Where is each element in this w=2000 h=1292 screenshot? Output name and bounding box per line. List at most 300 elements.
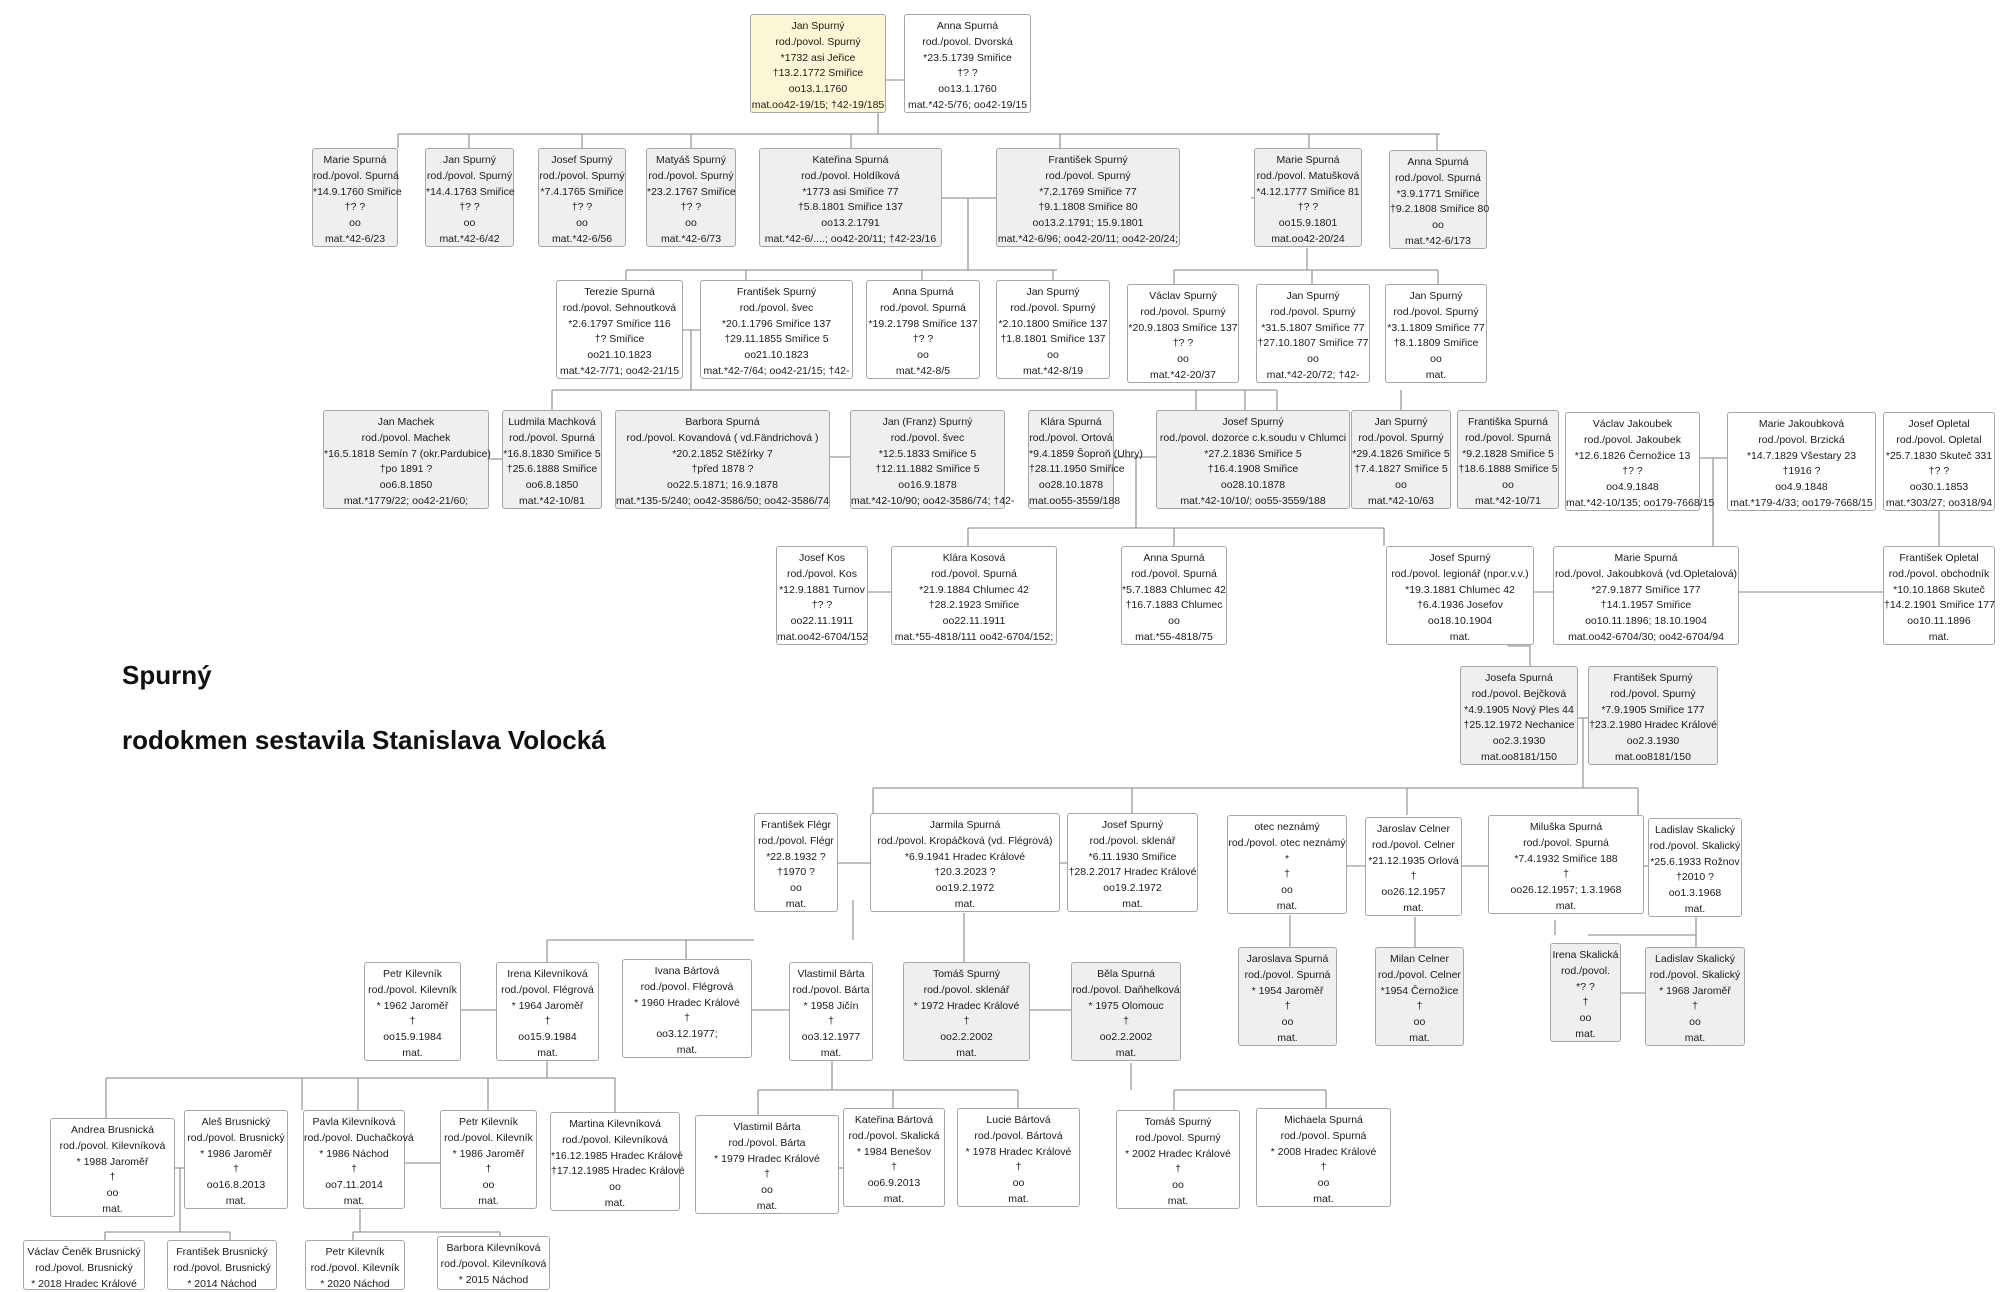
person-detail: oo — [482, 1179, 495, 1192]
person-detail: rod./povol. Celner — [1372, 838, 1455, 851]
person-detail: † — [544, 1015, 551, 1028]
person-detail: mat.*42-7/64; oo42-21/15; †42- — [703, 364, 850, 377]
person-detail: †16.7.1883 Chlumec — [1125, 599, 1223, 612]
person-detail: mat.*42-8/5 — [895, 364, 951, 377]
person-detail: †25.6.1888 Smiřice — [506, 463, 598, 476]
person-detail: †? ? — [1622, 465, 1643, 478]
person-detail: rod./povol. — [1560, 964, 1611, 977]
person-detail: mat. — [1555, 899, 1577, 912]
person-card[interactable] — [996, 280, 1110, 379]
person-card[interactable] — [1227, 815, 1347, 914]
person-detail: mat.oo42-6704/30; oo42-6704/94 — [1568, 630, 1724, 643]
person-card[interactable] — [1645, 947, 1745, 1046]
person-card[interactable] — [695, 1115, 839, 1214]
person-detail: oo10.11.1896 — [1907, 615, 1971, 628]
person-detail: rod./povol. otec neznámý — [1228, 836, 1346, 849]
person-detail: mat. — [883, 1192, 905, 1205]
person-card[interactable] — [1375, 947, 1464, 1046]
person-detail: † — [109, 1171, 116, 1184]
person-detail: * — [1284, 852, 1290, 865]
person-name: Petr Kilevník — [383, 968, 442, 980]
person-detail: oo30.1.1853 — [1909, 481, 1969, 494]
person-name: František Spurný — [1613, 672, 1693, 684]
person-detail: oo3.12.1977 — [801, 1031, 861, 1044]
person-detail: oo — [1413, 1016, 1426, 1029]
person-detail: †? ? — [1172, 337, 1194, 350]
person-detail: †28.2.2017 Hradec Králové — [1068, 866, 1197, 879]
person-detail: rod./povol. Sehnoutková — [562, 301, 677, 314]
person-detail: oo28.10.1878 — [1038, 479, 1104, 492]
person-card[interactable] — [750, 14, 886, 113]
person-card[interactable] — [1028, 410, 1143, 509]
person-detail: mat.*42-5/76; oo42-19/15 — [907, 98, 1028, 111]
person-detail: oo — [1689, 1016, 1701, 1029]
person-name: Ludmila Machková — [508, 416, 596, 428]
person-card[interactable] — [1116, 1110, 1240, 1209]
person-detail: rod./povol. Matušková — [1256, 169, 1360, 182]
person-detail: * 1988 Jaroměř — [76, 1155, 149, 1168]
person-detail: mat. — [1277, 1031, 1298, 1044]
person-card[interactable] — [1238, 947, 1337, 1046]
person-detail: *27.9.1877 Smiřice 177 — [1591, 583, 1701, 596]
person-detail: †12.11.1882 Smiřice 5 — [875, 463, 980, 476]
person-detail: rod./povol. Kilevník — [444, 1131, 533, 1144]
person-card[interactable] — [303, 1110, 414, 1209]
person-detail: rod./povol. Brusnický — [35, 1261, 133, 1274]
person-card[interactable] — [1121, 546, 1227, 645]
person-name: Barbora Spurná — [685, 416, 760, 428]
person-detail: mat. — [1449, 630, 1471, 643]
person-card[interactable] — [437, 1236, 550, 1290]
person-detail: rod./povol. Bárta — [792, 983, 870, 996]
person-detail: oo21.10.1823 — [744, 349, 809, 362]
person-detail: † — [409, 1015, 416, 1028]
person-detail: mat.*42-10/71 — [1475, 494, 1541, 507]
person-detail: oo2.3.1930 — [1626, 735, 1680, 748]
person-card[interactable] — [776, 546, 868, 645]
person-detail: †? ? — [1297, 201, 1319, 214]
person-card[interactable] — [700, 280, 853, 379]
person-detail: mat.*42-10/90; oo42-3586/74; †42- — [851, 494, 1015, 507]
person-detail: *7.2.1769 Smiřice 77 — [1039, 185, 1137, 198]
person-detail: *14.7.1829 Všestary 23 — [1746, 449, 1857, 462]
person-detail: *2.6.1797 Smiřice 116 — [568, 317, 671, 330]
person-detail: †18.6.1888 Smiřice 5 — [1458, 463, 1558, 476]
person-name: Terezie Spurná — [584, 286, 655, 298]
person-detail: mat. — [1928, 630, 1950, 643]
person-card[interactable] — [1254, 148, 1362, 247]
person-name: František Flégr — [760, 819, 832, 831]
person-detail: † — [1284, 1000, 1291, 1013]
person-detail: * 1986 Jaroměř — [452, 1147, 525, 1160]
person-card[interactable] — [23, 1240, 145, 1290]
person-card[interactable] — [904, 14, 1031, 113]
person-name: Jaroslav Celner — [1377, 823, 1450, 835]
person-name: Josef Spurný — [1429, 552, 1491, 564]
person-card[interactable] — [323, 410, 489, 509]
person-detail: *12.5.1833 Smiřice 5 — [878, 447, 977, 460]
person-card[interactable] — [759, 148, 942, 247]
person-detail: rod./povol. Spurný — [1358, 431, 1444, 444]
person-detail: mat.*42-10/63 — [1368, 494, 1434, 507]
person-detail: mat. — [478, 1194, 499, 1207]
person-card[interactable] — [1156, 410, 1350, 509]
person-detail: mat. — [1167, 1194, 1189, 1207]
person-detail: mat. — [820, 1046, 842, 1059]
person-detail: oo6.9.2013 — [867, 1177, 921, 1190]
person-name: otec neznámý — [1254, 821, 1320, 833]
person-detail: * 1964 Jaroměř — [511, 999, 584, 1012]
person-card[interactable] — [1067, 813, 1198, 912]
person-detail: rod./povol. Spurný — [1135, 1131, 1221, 1144]
person-detail: mat.*42-6/73 — [660, 232, 722, 245]
person-detail: mat. — [343, 1194, 365, 1207]
person-card[interactable] — [1883, 412, 1995, 511]
person-detail: †? ? — [912, 333, 934, 346]
person-detail: rod./povol. Kilevníková — [59, 1139, 166, 1152]
person-detail: †28.2.1923 Smiřice — [928, 599, 1020, 612]
person-card[interactable] — [496, 962, 599, 1061]
person-card[interactable] — [1648, 818, 1742, 917]
person-card[interactable] — [866, 280, 980, 379]
person-detail: *25.6.1933 Rožnov — [1650, 855, 1740, 868]
person-card[interactable] — [850, 410, 1015, 509]
person-detail: † — [1692, 1000, 1698, 1013]
person-detail: oo2.2.2002 — [940, 1031, 993, 1044]
person-card[interactable] — [556, 280, 683, 379]
person-detail: †? ? — [811, 599, 833, 612]
person-detail: * 2020 Náchod — [320, 1277, 390, 1290]
person-detail: rod./povol. Spurný — [1045, 169, 1131, 182]
person-name: Josef Spurný — [1222, 416, 1284, 428]
person-detail: mat. — [102, 1202, 123, 1215]
person-detail: oo — [1172, 1179, 1184, 1192]
person-name: Jan (Franz) Spurný — [882, 416, 973, 428]
person-card[interactable] — [1883, 546, 1995, 645]
person-name: Tomáš Spurný — [932, 968, 1001, 980]
person-name: Klára Kosová — [942, 552, 1006, 564]
person-name: František Brusnický — [176, 1246, 268, 1258]
person-card[interactable] — [305, 1240, 405, 1290]
person-card[interactable] — [1588, 666, 1718, 765]
person-detail: *20.2.1852 Stěžírky 7 — [672, 447, 773, 460]
person-card[interactable] — [996, 148, 1180, 247]
person-detail: * 1978 Hradec Králové — [965, 1145, 1072, 1158]
person-detail: *1954 Černožice — [1380, 984, 1459, 997]
person-name: Běla Spurná — [1097, 968, 1155, 980]
person-detail: rod./povol. Daňhelková — [1072, 983, 1180, 996]
person-card[interactable] — [1256, 284, 1370, 383]
person-detail: oo4.9.1848 — [1775, 481, 1828, 494]
person-detail: * 1986 Náchod — [319, 1147, 389, 1160]
person-detail: *7.9.1905 Smiřice 177 — [1601, 703, 1705, 716]
person-detail: * 1975 Olomouc — [1088, 999, 1164, 1012]
person-detail: rod./povol. Celner — [1378, 968, 1461, 981]
person-card[interactable] — [754, 813, 838, 912]
person-card[interactable] — [615, 410, 830, 509]
person-detail: * 1962 Jaroměř — [376, 999, 449, 1012]
person-detail: *9.4.1859 Šoproň (Uhry) — [1029, 447, 1143, 460]
person-detail: *21.12.1935 Orlová — [1368, 854, 1459, 867]
person-name: Jan Machek — [377, 416, 435, 428]
person-detail: *3.1.1809 Smiřice 77 — [1387, 321, 1485, 334]
person-card[interactable] — [1385, 284, 1487, 383]
person-detail: *12.9.1881 Turnov — [779, 583, 865, 596]
person-name: Marie Spurná — [1614, 552, 1678, 564]
person-detail: rod./povol. Spurná — [1465, 431, 1551, 444]
person-detail: † — [1175, 1163, 1181, 1176]
person-detail: oo22.5.1871; 16.9.1878 — [667, 479, 778, 492]
person-detail: mat. — [1313, 1192, 1334, 1205]
person-detail: rod./povol. Kilevníková — [562, 1133, 668, 1146]
person-detail: mat.oo55-3559/188 — [1029, 494, 1121, 507]
person-detail: † — [233, 1163, 239, 1176]
person-detail: *20.9.1803 Smiřice 137 — [1128, 321, 1238, 334]
person-detail: * 1954 Jaroměř — [1251, 984, 1324, 997]
person-detail: * 1968 Jaroměř — [1659, 984, 1731, 997]
person-detail: mat.*42-10/135; oo179-7668/15 — [1566, 496, 1715, 509]
person-card[interactable] — [1457, 410, 1559, 509]
person-card[interactable] — [502, 410, 602, 509]
person-card[interactable] — [1553, 546, 1739, 645]
person-detail: oo — [790, 882, 802, 895]
person-detail: rod./povol. Spurný — [1610, 687, 1696, 700]
person-detail: rod./povol. Spurná — [1131, 567, 1217, 580]
person-detail: oo — [349, 217, 361, 230]
person-detail: rod./povol. Brusnický — [173, 1261, 271, 1274]
person-detail: rod./povol. Spurný — [1393, 305, 1479, 318]
person-detail: †1.8.1801 Smiřice 137 — [1000, 333, 1106, 346]
person-name: Jan Spurný — [442, 154, 497, 166]
person-card[interactable] — [184, 1110, 288, 1209]
person-detail: † — [1582, 996, 1589, 1009]
person-detail: *21.9.1884 Chlumec 42 — [919, 583, 1029, 596]
person-name: Josef Opletal — [1908, 418, 1970, 430]
person-card[interactable] — [312, 148, 402, 247]
person-detail: oo26.12.1957; 1.3.1968 — [1510, 884, 1622, 897]
person-detail: * 1984 Benešov — [856, 1145, 932, 1158]
person-card[interactable] — [440, 1110, 537, 1209]
person-detail: * 1960 Hradec Králové — [634, 996, 740, 1009]
person-card[interactable] — [425, 148, 514, 247]
person-detail: mat.*55-4818/75 — [1135, 630, 1213, 643]
person-name: Tomáš Spurný — [1144, 1116, 1212, 1128]
person-detail: rod./povol. dozorce c.k.soudu v Chlumci — [1159, 431, 1347, 444]
person-detail: † — [1123, 1015, 1129, 1028]
person-detail: †28.11.1950 Smiřice — [1029, 463, 1125, 476]
person-detail: † — [891, 1161, 897, 1174]
person-detail: oo22.11.1911 — [942, 615, 1006, 628]
person-detail: rod./povol. Spurný — [1270, 305, 1356, 318]
person-detail: mat. — [785, 897, 807, 910]
person-card[interactable] — [843, 1108, 945, 1207]
person-detail: rod./povol. Dvorská — [922, 35, 1013, 48]
person-detail: mat.oo42-6704/152 — [777, 630, 869, 643]
person-detail: *23.5.1739 Smiřice — [923, 51, 1012, 64]
person-card[interactable] — [167, 1240, 277, 1290]
connector — [353, 1205, 500, 1240]
person-detail: *19.2.1798 Smiřice 137 — [868, 317, 978, 330]
person-detail: mat.*179-4/33; oo179-7668/15 — [1730, 496, 1873, 509]
person-detail: mat.*42-6/96; oo42-20/11; oo42-20/24; — [997, 232, 1179, 245]
person-detail: † — [1284, 868, 1290, 881]
person-detail: rod./povol. Ortová — [1029, 431, 1113, 444]
person-detail: *23.2.1767 Smiřice — [647, 185, 736, 198]
person-card[interactable] — [891, 546, 1057, 645]
person-name: Vlastimil Bárta — [797, 968, 865, 980]
person-name: Anna Spurná — [1407, 156, 1469, 168]
person-card[interactable] — [1565, 412, 1715, 511]
person-name: Martina Kilevníková — [569, 1118, 661, 1130]
person-name: Josef Spurný — [1101, 819, 1164, 831]
person-detail: rod./povol. Skalický — [1649, 839, 1741, 852]
person-detail: oo — [761, 1184, 773, 1197]
person-detail: mat.*42-6/173 — [1405, 234, 1471, 247]
person-detail: oo19.2.1972 — [935, 882, 995, 895]
person-detail: †14.2.1901 Smiřice 177 — [1884, 599, 1995, 612]
person-detail: *5.7.1883 Chlumec 42 — [1122, 583, 1226, 596]
person-detail: rod./povol. sklenář — [923, 983, 1010, 996]
person-detail: oo — [1579, 1012, 1592, 1025]
person-card[interactable] — [1550, 943, 1621, 1042]
person-card[interactable] — [622, 959, 752, 1058]
person-card[interactable] — [1460, 666, 1578, 765]
person-detail: †27.10.1807 Smiřice 77 — [1257, 337, 1369, 350]
person-detail: oo — [106, 1187, 119, 1200]
person-detail: *19.3.1881 Chlumec 42 — [1405, 583, 1515, 596]
person-detail: mat.*42-20/72; †42- — [1266, 368, 1360, 381]
person-detail: †6.4.1936 Josefov — [1417, 599, 1503, 612]
person-name: Andrea Brusnická — [71, 1124, 154, 1136]
person-card[interactable] — [1365, 817, 1462, 916]
person-detail: mat.oo8181/150 — [1615, 750, 1691, 763]
person-detail: †po 1891 ? — [379, 463, 433, 476]
person-card[interactable] — [550, 1112, 685, 1211]
person-detail: oo16.8.2013 — [206, 1179, 266, 1192]
person-detail: †20.3.2023 ? — [934, 866, 996, 879]
person-detail: rod./povol. Spurný — [539, 169, 625, 182]
person-detail: *6.11.1930 Smiřice — [1088, 850, 1177, 863]
person-name: Jan Spurný — [791, 20, 845, 32]
person-card[interactable] — [538, 148, 626, 247]
person-name: Miluška Spurná — [1529, 821, 1603, 833]
person-detail: mat.*1779/22; oo42-21/60; — [343, 494, 469, 507]
person-card[interactable] — [1351, 410, 1451, 509]
person-detail: * 1979 Hradec Králové — [714, 1152, 820, 1165]
person-detail: oo — [1432, 219, 1444, 232]
person-detail: oo13.2.1791; 15.9.1801 — [1032, 217, 1144, 230]
person-card[interactable] — [1727, 412, 1876, 511]
person-detail: *7.4.1932 Smiřice 188 — [1514, 852, 1618, 865]
person-detail: mat. — [1115, 1046, 1137, 1059]
person-detail: oo13.2.1791 — [821, 217, 880, 230]
person-name: Jan Spurný — [1409, 290, 1463, 302]
person-detail: oo10.11.1896; 18.10.1904 — [1585, 615, 1707, 628]
person-detail: oo — [1307, 353, 1319, 366]
person-detail: rod./povol. Opletal — [1896, 433, 1982, 446]
person-detail: † — [764, 1168, 770, 1181]
person-detail: †9.2.1808 Smiřice 80 — [1390, 203, 1490, 216]
person-detail: oo19.2.1972 — [1103, 882, 1162, 895]
person-card[interactable] — [1386, 546, 1534, 645]
person-detail: oo — [1395, 479, 1407, 492]
person-detail: mat.*42-6/42 — [439, 232, 500, 245]
person-name: Petr Kilevník — [325, 1246, 385, 1258]
person-name: Irena Kilevníková — [507, 968, 588, 980]
person-detail: oo26.12.1957 — [1381, 886, 1446, 899]
person-card[interactable] — [646, 148, 736, 247]
person-detail: mat. — [1684, 902, 1706, 915]
person-card[interactable] — [364, 962, 461, 1061]
person-detail: mat.*42-10/81 — [519, 494, 585, 507]
person-detail: oo — [609, 1181, 621, 1194]
person-detail: † — [485, 1163, 492, 1176]
person-detail: *1732 asi Jeřice — [780, 51, 856, 64]
person-name: Aleš Brusnický — [201, 1116, 271, 1128]
person-detail: rod./povol. Kos — [786, 567, 858, 580]
person-detail: rod./povol. Spurný — [1010, 301, 1096, 314]
person-detail: mat. — [1403, 901, 1424, 914]
person-detail: †? Smiřice — [594, 333, 645, 346]
person-detail: oo15.9.1984 — [518, 1031, 577, 1044]
person-name: Václav Spurný — [1149, 290, 1217, 302]
person-name: Petr Kilevník — [459, 1116, 518, 1128]
person-card[interactable] — [957, 1108, 1080, 1207]
person-card[interactable] — [1256, 1108, 1391, 1207]
person-name: Barbora Kilevníková — [446, 1242, 541, 1254]
person-detail: rod./povol. Kovandová ( vd.Fändrichová ) — [626, 431, 819, 444]
person-card[interactable] — [1488, 815, 1644, 914]
person-detail: oo — [685, 217, 697, 230]
person-detail: oo — [1502, 479, 1514, 492]
person-card[interactable] — [870, 813, 1060, 912]
person-detail: rod./povol. Flégr — [758, 834, 834, 847]
person-detail: * 1972 Hradec Králové — [913, 999, 1020, 1012]
person-detail: † — [351, 1163, 357, 1176]
person-detail: oo4.9.1848 — [1606, 481, 1659, 494]
person-detail: rod./povol. Spurná — [509, 431, 595, 444]
person-detail: *29.4.1826 Smiřice 5 — [1352, 447, 1450, 460]
person-name: Václav Čeněk Brusnický — [27, 1246, 141, 1258]
person-card[interactable] — [1389, 150, 1490, 249]
person-name: František Opletal — [1899, 552, 1979, 564]
person-card[interactable] — [50, 1118, 175, 1217]
person-detail: mat.oo42-20/24 — [1271, 232, 1345, 245]
person-detail: *4.9.1905 Nový Ples 44 — [1464, 703, 1574, 716]
person-detail: mat.*42-6/23 — [324, 232, 386, 245]
person-detail: rod./povol. obchodník — [1888, 567, 1990, 580]
person-card[interactable] — [1127, 284, 1239, 383]
person-detail: mat.*303/27; oo318/94 — [1885, 496, 1993, 509]
person-detail: *6.9.1941 Hradec Králové — [904, 850, 1026, 863]
person-detail: rod./povol. Skalický — [1649, 968, 1741, 981]
person-name: Jan Spurný — [1374, 416, 1428, 428]
person-detail: rod./povol. Spurný — [1140, 305, 1226, 318]
person-detail: †23.2.1980 Hradec Králové — [1589, 719, 1717, 732]
person-detail: oo1.3.1968 — [1668, 887, 1722, 900]
person-detail: †? ? — [344, 201, 366, 214]
person-detail: *25.7.1830 Skuteč 331 — [1885, 449, 1993, 462]
person-detail: rod./povol. Spurný — [648, 169, 734, 182]
page-subtitle: rodokmen sestavila Stanislava Volocká — [122, 725, 606, 755]
person-detail: †? ? — [680, 201, 702, 214]
person-detail: oo — [1281, 884, 1293, 897]
person-card[interactable] — [789, 962, 873, 1061]
person-detail: mat. — [402, 1046, 423, 1059]
person-card[interactable] — [1071, 962, 1181, 1061]
person-card[interactable] — [903, 962, 1030, 1061]
person-name: Marie Spurná — [1276, 154, 1340, 166]
